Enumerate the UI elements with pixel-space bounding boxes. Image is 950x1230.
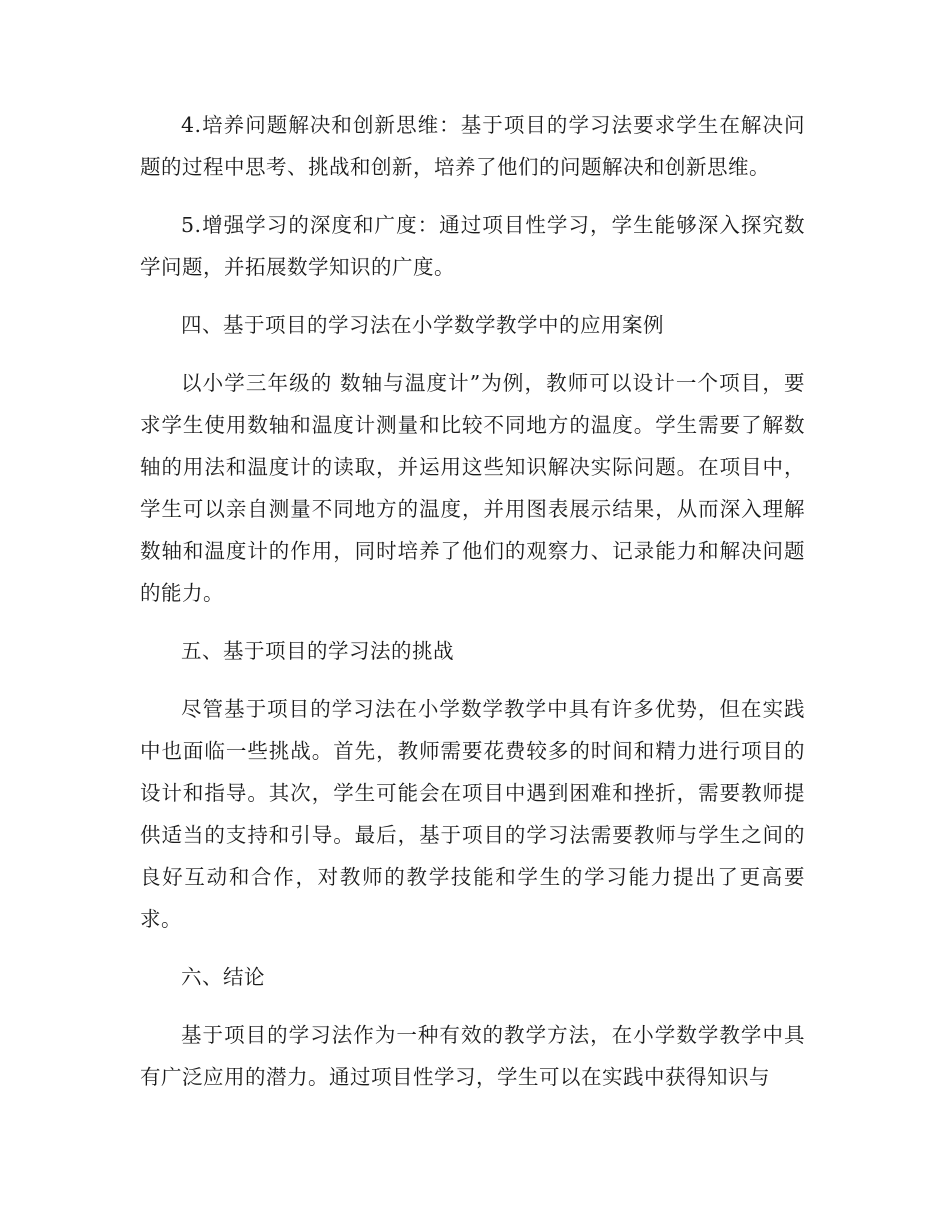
paragraph-challenges: 尽管基于项目的学习法在小学数学教学中具有许多优势，但在实践中也面临一些挑战。首先，教师需要花费较多的时间和精力进行项目的设计和指导。其次，学生可能会在项目中遇到困难和挫折，需要教师提供适当的支持和引导。最后，基于项目的学习法需要教师与学生之间的良好互动和合作，对教师的教学技能和学生的学习能力提出了更高要求。 xyxy=(140,697,805,931)
paragraph-point-5: 5.增强学习的深度和广度：通过项目性学习，学生能够深入探究数学问题，并拓展数学知识的广度。 xyxy=(140,213,805,279)
document-body xyxy=(140,104,805,1114)
section-heading-4: 四、基于项目的学习法在小学数学教学中的应用案例 xyxy=(181,313,664,337)
section-heading-6: 六、结论 xyxy=(181,965,265,989)
paragraph-point-4: 4.培养问题解决和创新思维：基于项目的学习法要求学生在解决问题的过程中思考、挑战和创新，培养了他们的问题解决和创新思维。 xyxy=(140,113,805,179)
paragraph-conclusion: 基于项目的学习法作为一种有效的教学方法，在小学数学教学中具有广泛应用的潜力。通过项目性学习，学生可以在实践中获得知识与 xyxy=(140,1023,805,1089)
paragraph-case-study: 以小学三年级的 数轴与温度计”为例，教师可以设计一个项目，要求学生使用数轴和温度计测量和比较不同地方的温度。学生需要了解数轴的用法和温度计的读取，并运用这些知识解决实际问题。在项目中，学生可以亲自测量不同地方的温度，并用图表展示结果，从而深入理解数轴和温度计的作用，同时培养了他们的观察力、记录能力和解决问题的能力。 xyxy=(140,371,805,605)
section-heading-5: 五、基于项目的学习法的挑战 xyxy=(181,639,454,663)
